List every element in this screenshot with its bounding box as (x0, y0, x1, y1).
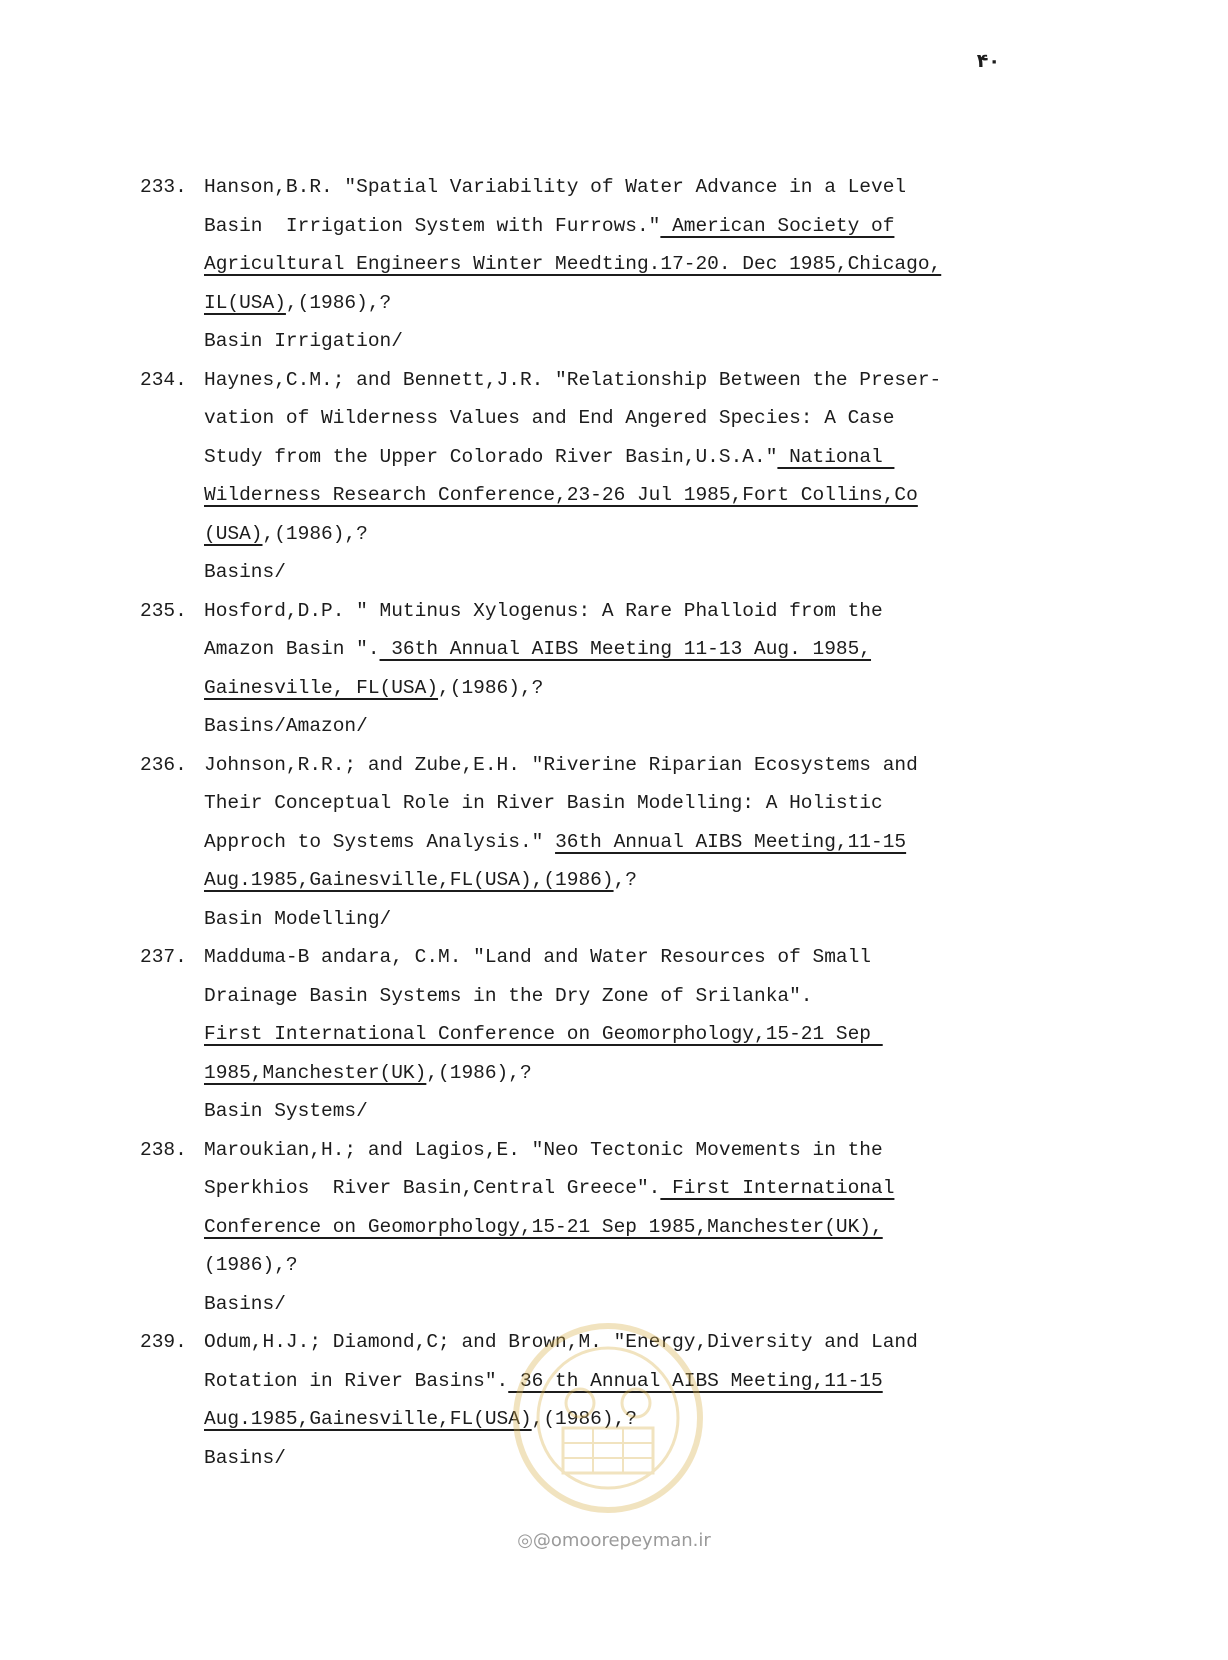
bibliography-entry (140, 1131, 1200, 1324)
underlined-text: Aug.1985,Gainesville,FL(USA),(1986) (204, 869, 614, 891)
entry-text (204, 168, 1200, 361)
entry-number: 238. (140, 1138, 187, 1161)
text-segment: Maroukian,H.; and Lagios,E. "Neo Tectonic Movements in the (204, 1138, 883, 1161)
bibliography-entry (140, 592, 1200, 746)
watermark-text: @omoorepeyman.ir (532, 1530, 711, 1551)
entry-line (204, 1054, 1200, 1093)
text-segment: Haynes,C.M.; and Bennett,J.R. "Relationship Between the Preser- (204, 368, 942, 391)
underlined-text: First International (660, 1177, 895, 1199)
text-segment: Sperkhios River Basin,Central Greece". (204, 1177, 661, 1199)
bibliography-entry (140, 168, 1200, 361)
underlined-text: 1985,Manchester(UK) (204, 1061, 427, 1084)
text-segment: Basin Irrigation System with Furrows." (204, 214, 661, 237)
bibliography-list (140, 168, 1200, 1477)
entry-line (204, 669, 1200, 708)
text-segment: Basins/Amazon/ (204, 715, 368, 737)
underlined-text: Gainesville, FL(USA) (204, 676, 439, 699)
text-segment: ,(1986),? (262, 522, 368, 545)
entry-line (204, 938, 1200, 977)
text-segment: Their Conceptual Role in River Basin Modelling: A Holistic (204, 792, 883, 814)
entry-line (204, 1169, 1200, 1208)
underlined-text: American Society of (660, 214, 895, 237)
entry-line (204, 592, 1200, 631)
entry-text (204, 1131, 1200, 1324)
entry-line (204, 399, 1200, 438)
underlined-text: Conference on Geomorphology,15-21 Sep 1985,Manchester(UK), (204, 1215, 883, 1238)
entry-line (204, 361, 1200, 400)
entry-line (204, 553, 1200, 592)
page-number: ۴۰ (976, 50, 1000, 72)
entry-number: 233. (140, 176, 187, 198)
entry-line (204, 630, 1200, 669)
underlined-text: IL(USA) (204, 291, 286, 314)
bibliography-entry (140, 746, 1200, 939)
entry-line (204, 1246, 1200, 1285)
text-segment: Hosford,D.P. " Mutinus Xylogenus: A Rare Phalloid from the (204, 599, 883, 622)
underlined-text: 36th Annual AIBS Meeting,11-15 (555, 830, 907, 853)
underlined-text: National (777, 445, 895, 468)
entry-number: 235. (140, 599, 187, 622)
entry-text (204, 592, 1200, 746)
underlined-text: 36th Annual AIBS Meeting 11-13 Aug. 1985, (379, 638, 872, 660)
watermark (0, 1530, 1228, 1551)
text-segment: Amazon Basin ". (204, 638, 380, 660)
text-segment: Drainage Basin Systems in the Dry Zone of Srilanka". (204, 984, 813, 1007)
entry-line (204, 1131, 1200, 1170)
entry-line (204, 245, 1200, 284)
underlined-text: (USA) (204, 522, 263, 545)
entry-line (204, 207, 1200, 246)
entry-line (204, 1208, 1200, 1247)
entry-line (204, 322, 1200, 361)
underlined-text: Aug.1985,Gainesville,FL(USA) (204, 1408, 532, 1430)
entry-line (204, 1015, 1200, 1054)
text-segment: Basins/ (204, 1446, 286, 1469)
entry-number: 234. (140, 368, 187, 391)
entry-line (204, 1092, 1200, 1131)
entry-line (204, 823, 1200, 862)
underlined-text: 36 th Annual AIBS Meeting,11-15 (508, 1369, 883, 1392)
entry-line (204, 438, 1200, 477)
text-segment: Johnson,R.R.; and Zube,E.H. "Riverine Riparian Ecosystems and (204, 753, 918, 776)
entry-line (204, 168, 1200, 207)
logo-icon: ◎ (517, 1530, 533, 1551)
text-segment: vation of Wilderness Values and End Angered Species: A Case (204, 407, 895, 429)
text-segment: ,(1986),? (438, 676, 544, 699)
bibliography-entry (140, 938, 1200, 1131)
text-segment: Basin Irrigation/ (204, 330, 403, 352)
text-segment: Basins/ (204, 1292, 286, 1315)
entry-number: 236. (140, 753, 187, 776)
text-segment: Hanson,B.R. "Spatial Variability of Water Advance in a Level (204, 176, 907, 198)
text-segment: ,(1986),? (531, 1408, 637, 1430)
text-segment: Basin Modelling/ (204, 907, 392, 930)
underlined-text: Wilderness Research Conference,23-26 Jul 1985,Fort Collins,Co (204, 484, 918, 506)
entry-number: 237. (140, 946, 187, 968)
entry-text (204, 938, 1200, 1131)
entry-line (204, 861, 1200, 900)
entry-line (204, 977, 1200, 1016)
entry-text (204, 746, 1200, 939)
entry-line (204, 900, 1200, 939)
underlined-text: Agricultural Engineers Winter Meedting.17-20. Dec 1985,Chicago, (204, 253, 942, 275)
bibliography-entry (140, 361, 1200, 592)
text-segment: ,(1986),? (285, 291, 392, 314)
underlined-text: First International Conference on Geomorphology,15-21 Sep (204, 1023, 883, 1045)
text-segment: Basin Systems/ (204, 1100, 368, 1122)
entry-line (204, 284, 1200, 323)
text-segment: Study from the Upper Colorado River Basin,U.S.A." (204, 445, 778, 468)
entry-line (204, 746, 1200, 785)
seal-icon (508, 1318, 708, 1518)
text-segment: ,(1986),? (426, 1061, 532, 1084)
entry-number: 239. (140, 1331, 187, 1353)
text-segment: Approch to Systems Analysis." (204, 830, 556, 853)
text-segment: Madduma-B andara, C.M. "Land and Water Resources of Small (204, 946, 872, 968)
text-segment: ,? (613, 869, 637, 891)
entry-line (204, 707, 1200, 746)
text-segment: Rotation in River Basins". (204, 1369, 509, 1392)
text-segment: Basins/ (204, 561, 286, 583)
entry-line (204, 784, 1200, 823)
entry-line (204, 476, 1200, 515)
text-segment: (1986),? (204, 1254, 298, 1276)
text-segment: Odum,H.J.; Diamond,C; and Brown,M. "Energy,Diversity and Land (204, 1331, 918, 1353)
entry-text (204, 361, 1200, 592)
entry-line (204, 515, 1200, 554)
